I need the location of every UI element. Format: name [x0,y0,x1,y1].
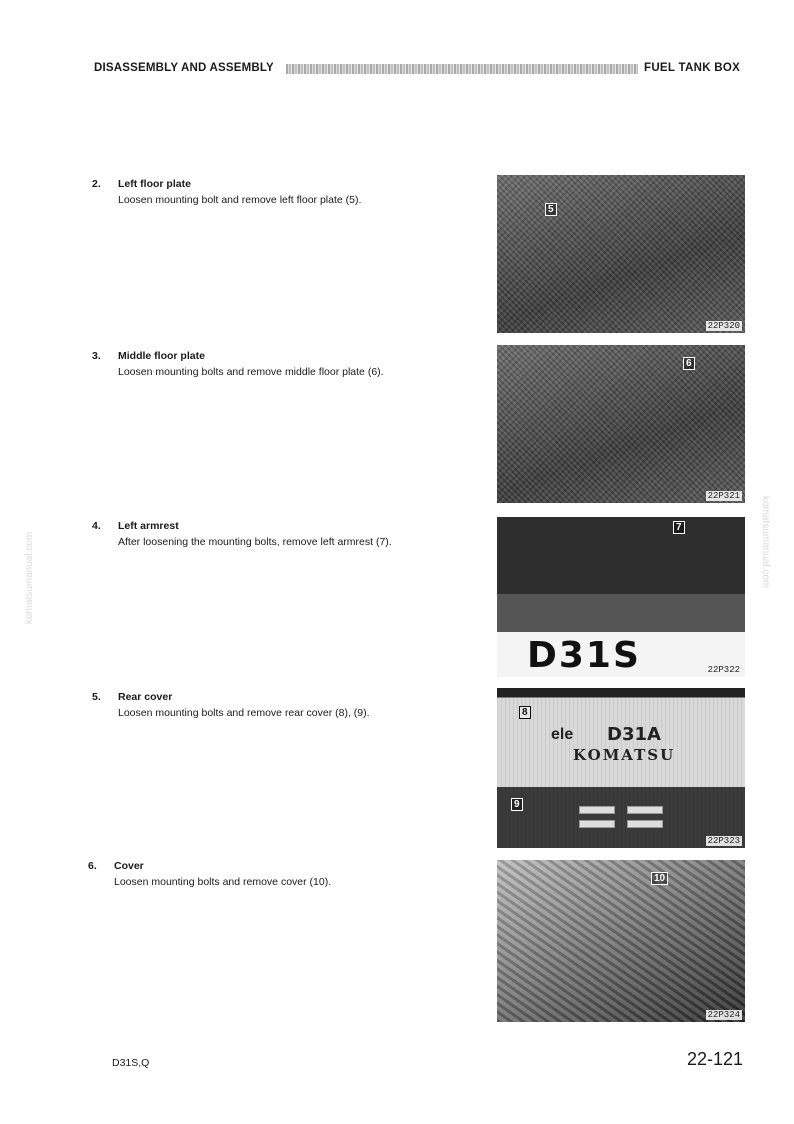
vent-grille [579,806,615,814]
photo-left-armrest [497,517,745,677]
vent-grille [627,820,663,828]
callout-label: 7 [673,521,685,534]
step-description: Loosen mounting bolt and remove left floor plate (5). [118,194,362,206]
step-description: Loosen mounting bolts and remove rear cover (8), (9). [118,707,370,719]
watermark-right: komatsumanual.com [760,496,771,589]
header-rule [286,64,638,74]
callout-label: 9 [511,798,523,811]
step-number: 3. [92,350,101,362]
step-title: Middle floor plate [118,350,205,362]
photo-code: 22P320 [707,321,740,331]
callout-label: 5 [545,203,557,216]
page-number: 22-121 [687,1049,744,1069]
photo-cover [497,860,745,1022]
step-number: 6. [88,860,97,872]
rear-brand-decal: KOMATSU [573,746,676,764]
photo-rear-cover [497,688,745,848]
rear-model-decal: D31A [607,724,661,745]
photo-code: 22P323 [707,836,740,846]
step-title: Cover [114,860,144,872]
machine-model-decal: D31S [527,635,641,676]
photo-code: 22P324 [707,1010,740,1020]
watermark-left: komatsumanual.com [24,531,35,624]
step-title: Rear cover [118,691,173,703]
section-title: DISASSEMBLY AND ASSEMBLY [94,62,274,74]
step-description: Loosen mounting bolts and remove cover (10). [114,876,332,888]
step-title: Left floor plate [118,178,191,190]
step-number: 4. [92,520,101,532]
vent-grille [579,820,615,828]
callout-label: 6 [683,357,695,370]
callout-label: 8 [519,706,531,719]
brand-logo-icon: ele [551,726,574,743]
photo-code: 22P322 [707,665,740,675]
photo-code: 22P321 [707,491,740,501]
step-title: Left armrest [118,520,179,532]
step-number: 2. [92,178,101,190]
photo-left-floor-plate [497,175,745,333]
vent-grille [627,806,663,814]
step-number: 5. [92,691,101,703]
photo-middle-floor-plate [497,345,745,503]
callout-label: 10 [651,872,668,885]
topic-title: FUEL TANK BOX [644,62,741,74]
step-description: Loosen mounting bolts and remove middle floor plate (6). [118,366,384,378]
step-description: After loosening the mounting bolts, remove left armrest (7). [118,536,392,548]
footer-model: D31S,Q [112,1057,150,1069]
